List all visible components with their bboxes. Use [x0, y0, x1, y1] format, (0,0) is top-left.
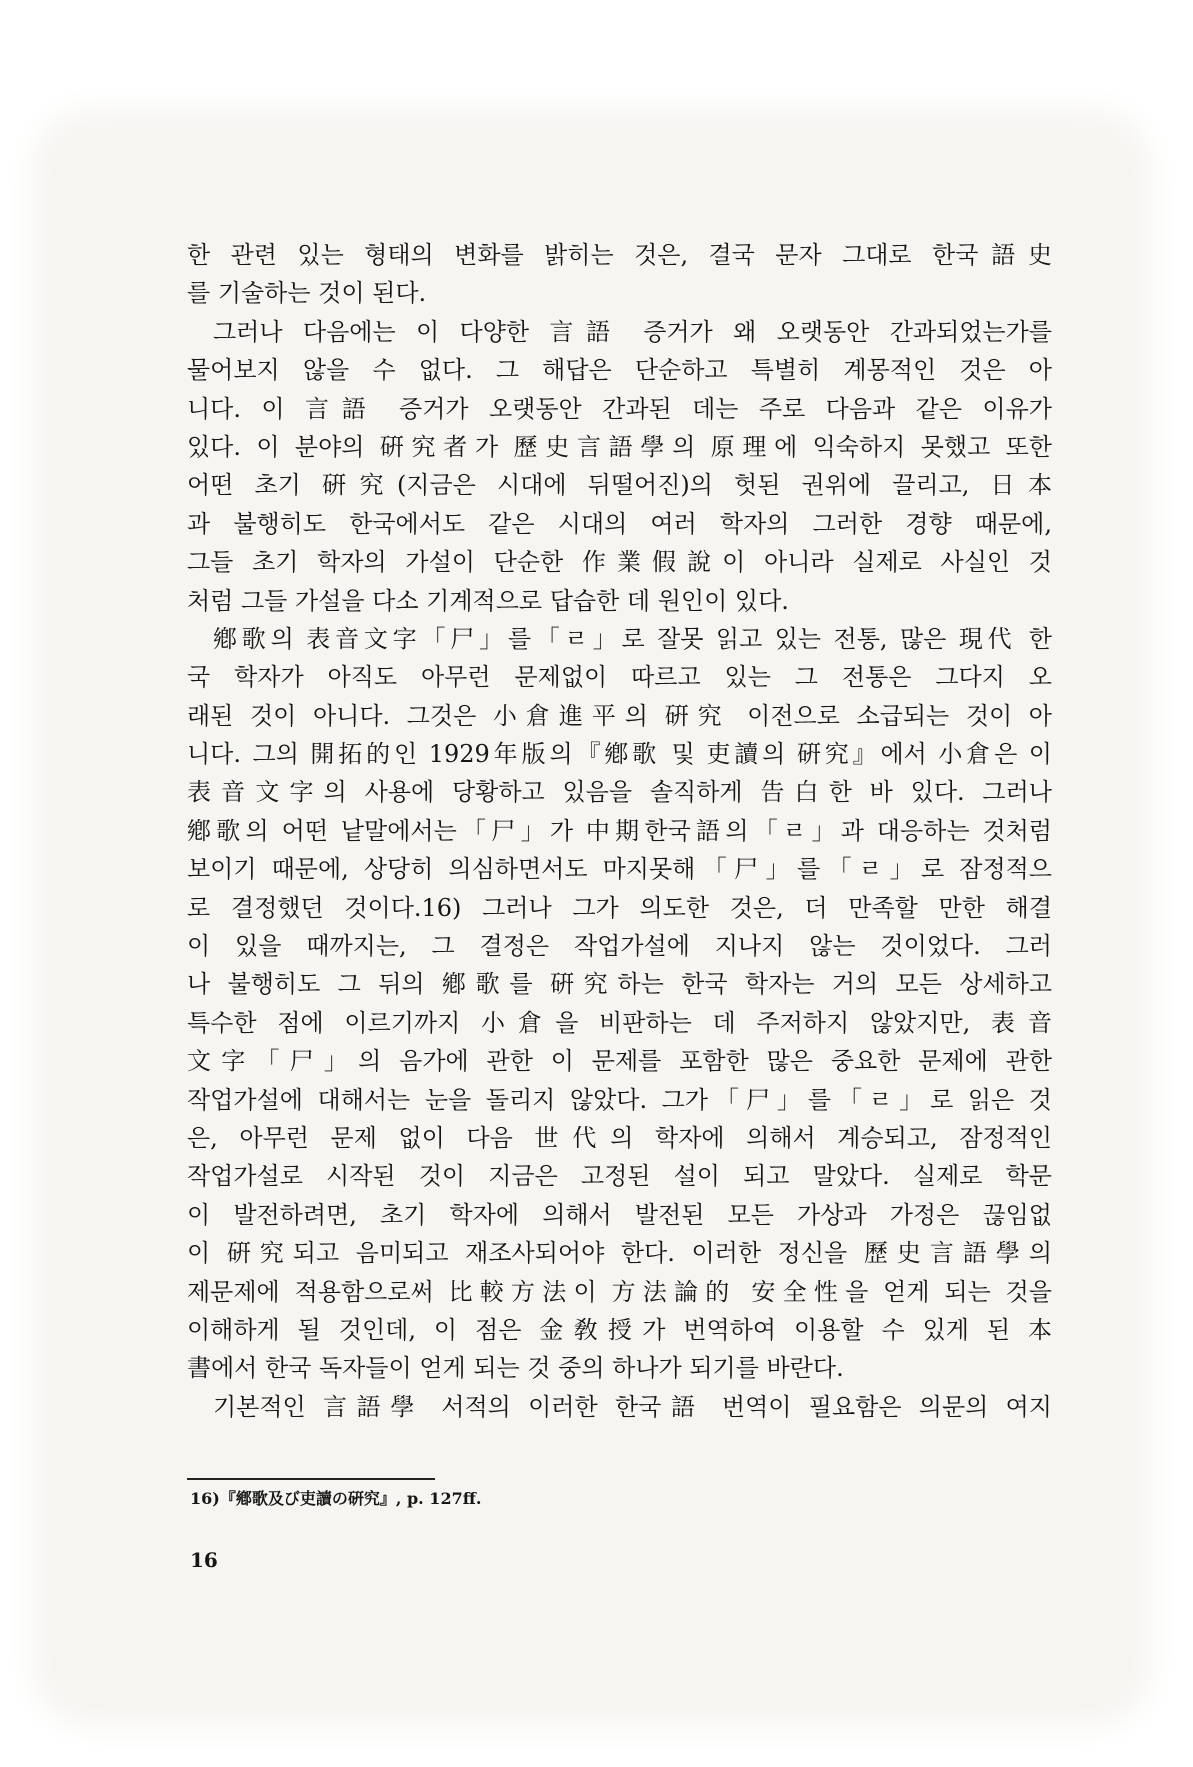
text-line: 그러나 다음에는 이 다양한 言語 증거가 왜 오랫동안 간과되었는가를	[213, 317, 1052, 346]
text-line: 제문제에 적용함으로써 比較方法이 方法論的 安全性을 얻게 되는 것을	[187, 1277, 1052, 1306]
page-number: 16	[190, 1548, 218, 1572]
text-line: 나 불행히도 그 뒤의 鄕歌를 硏究하는 한국 학자는 거의 모든 상세하고	[187, 970, 1052, 999]
text-line: 이해하게 될 것인데, 이 점은 金敎授가 번역하여 이용할 수 있게 된 本	[187, 1315, 1052, 1344]
text-line: 기본적인 言語學 서적의 이러한 한국語 번역이 필요함은 의문의 여지	[213, 1392, 1052, 1421]
text-line: 이 硏究되고 음미되고 재조사되어야 한다. 이러한 정신을 歷史言語學의	[187, 1239, 1052, 1268]
body-text	[187, 236, 1052, 1426]
footnote-divider	[187, 1478, 435, 1480]
footnote: 16)『鄕歌及び吏讀の硏究』, p. 127ff.	[190, 1489, 482, 1508]
text-line: 를 기술하는 것이 된다.	[187, 279, 427, 308]
text-line: 작업가설에 대해서는 눈을 돌리지 않았다. 그가「尸」를「ㄹ」로 읽은 것	[187, 1085, 1052, 1114]
text-line: 있다. 이 분야의 硏究者가 歷史言語學의 原理에 익숙하지 못했고 또한	[187, 432, 1052, 461]
text-line: 文字「尸」의 음가에 관한 이 문제를 포함한 많은 중요한 문제에 관한	[187, 1047, 1052, 1076]
text-line: 은, 아무런 문제 없이 다음 世代의 학자에 의해서 계승되고, 잠정적인	[187, 1123, 1052, 1152]
text-line: 니다. 이 言語 증거가 오랫동안 간과된 데는 주로 다음과 같은 이유가	[187, 394, 1052, 423]
text-line: 작업가설로 시작된 것이 지금은 고정된 설이 되고 말았다. 실제로 학문	[187, 1162, 1052, 1191]
text-line: 한 관련 있는 형태의 변화를 밝히는 것은, 결국 문자 그대로 한국語史	[187, 241, 1052, 269]
text-line: 鄕歌의 表音文字「尸」를「ㄹ」로 잘못 읽고 있는 전통, 많은 現代 한	[213, 624, 1052, 653]
text-line: 과 불행히도 한국에서도 같은 시대의 여러 학자의 그러한 경향 때문에,	[187, 509, 1052, 538]
text-line: 이 발전하려면, 초기 학자에 의해서 발전된 모든 가상과 가정은 끊임없	[187, 1200, 1052, 1229]
text-line: 래된 것이 아니다. 그것은 小倉進平의 硏究 이전으로 소급되는 것이 아	[187, 701, 1052, 730]
text-line: 보이기 때문에, 상당히 의심하면서도 마지못해「尸」를「ㄹ」로 잠정적으	[187, 855, 1052, 884]
text-line: 로 결정했던 것이다.16) 그러나 그가 의도한 것은, 더 만족할 만한 해결	[187, 893, 1052, 922]
text-line: 表音文字의 사용에 당황하고 있음을 솔직하게 告白한 바 있다. 그러나	[187, 778, 1052, 807]
text-line: 니다. 그의 開拓的인 1929年版의『鄕歌 및 吏讀의 硏究』에서 小倉은 이	[187, 740, 1052, 769]
text-line: 처럼 그들 가설을 다소 기계적으로 답습한 데 원인이 있다.	[187, 586, 789, 615]
text-line: 어떤 초기 硏究(지금은 시대에 뒤떨어진)의 헛된 권위에 끌리고, 日本	[187, 471, 1052, 500]
text-line: 국 학자가 아직도 아무런 문제없이 따르고 있는 그 전통은 그다지 오	[187, 663, 1052, 692]
text-line: 鄕歌의 어떤 낱말에서는「尸」가 中期한국語의「ㄹ」과 대응하는 것처럼	[187, 816, 1052, 845]
text-line: 특수한 점에 이르기까지 小倉을 비판하는 데 주저하지 않았지만, 表音	[187, 1008, 1052, 1037]
text-line: 이 있을 때까지는, 그 결정은 작업가설에 지나지 않는 것이었다. 그러	[187, 932, 1052, 961]
text-line: 그들 초기 학자의 가설이 단순한 作業假說이 아니라 실제로 사실인 것	[187, 548, 1052, 577]
text-line: 書에서 한국 독자들이 얻게 되는 것 중의 하나가 되기를 바란다.	[187, 1354, 844, 1383]
text-line: 물어보지 않을 수 없다. 그 해답은 단순하고 특별히 계몽적인 것은 아	[187, 356, 1052, 385]
